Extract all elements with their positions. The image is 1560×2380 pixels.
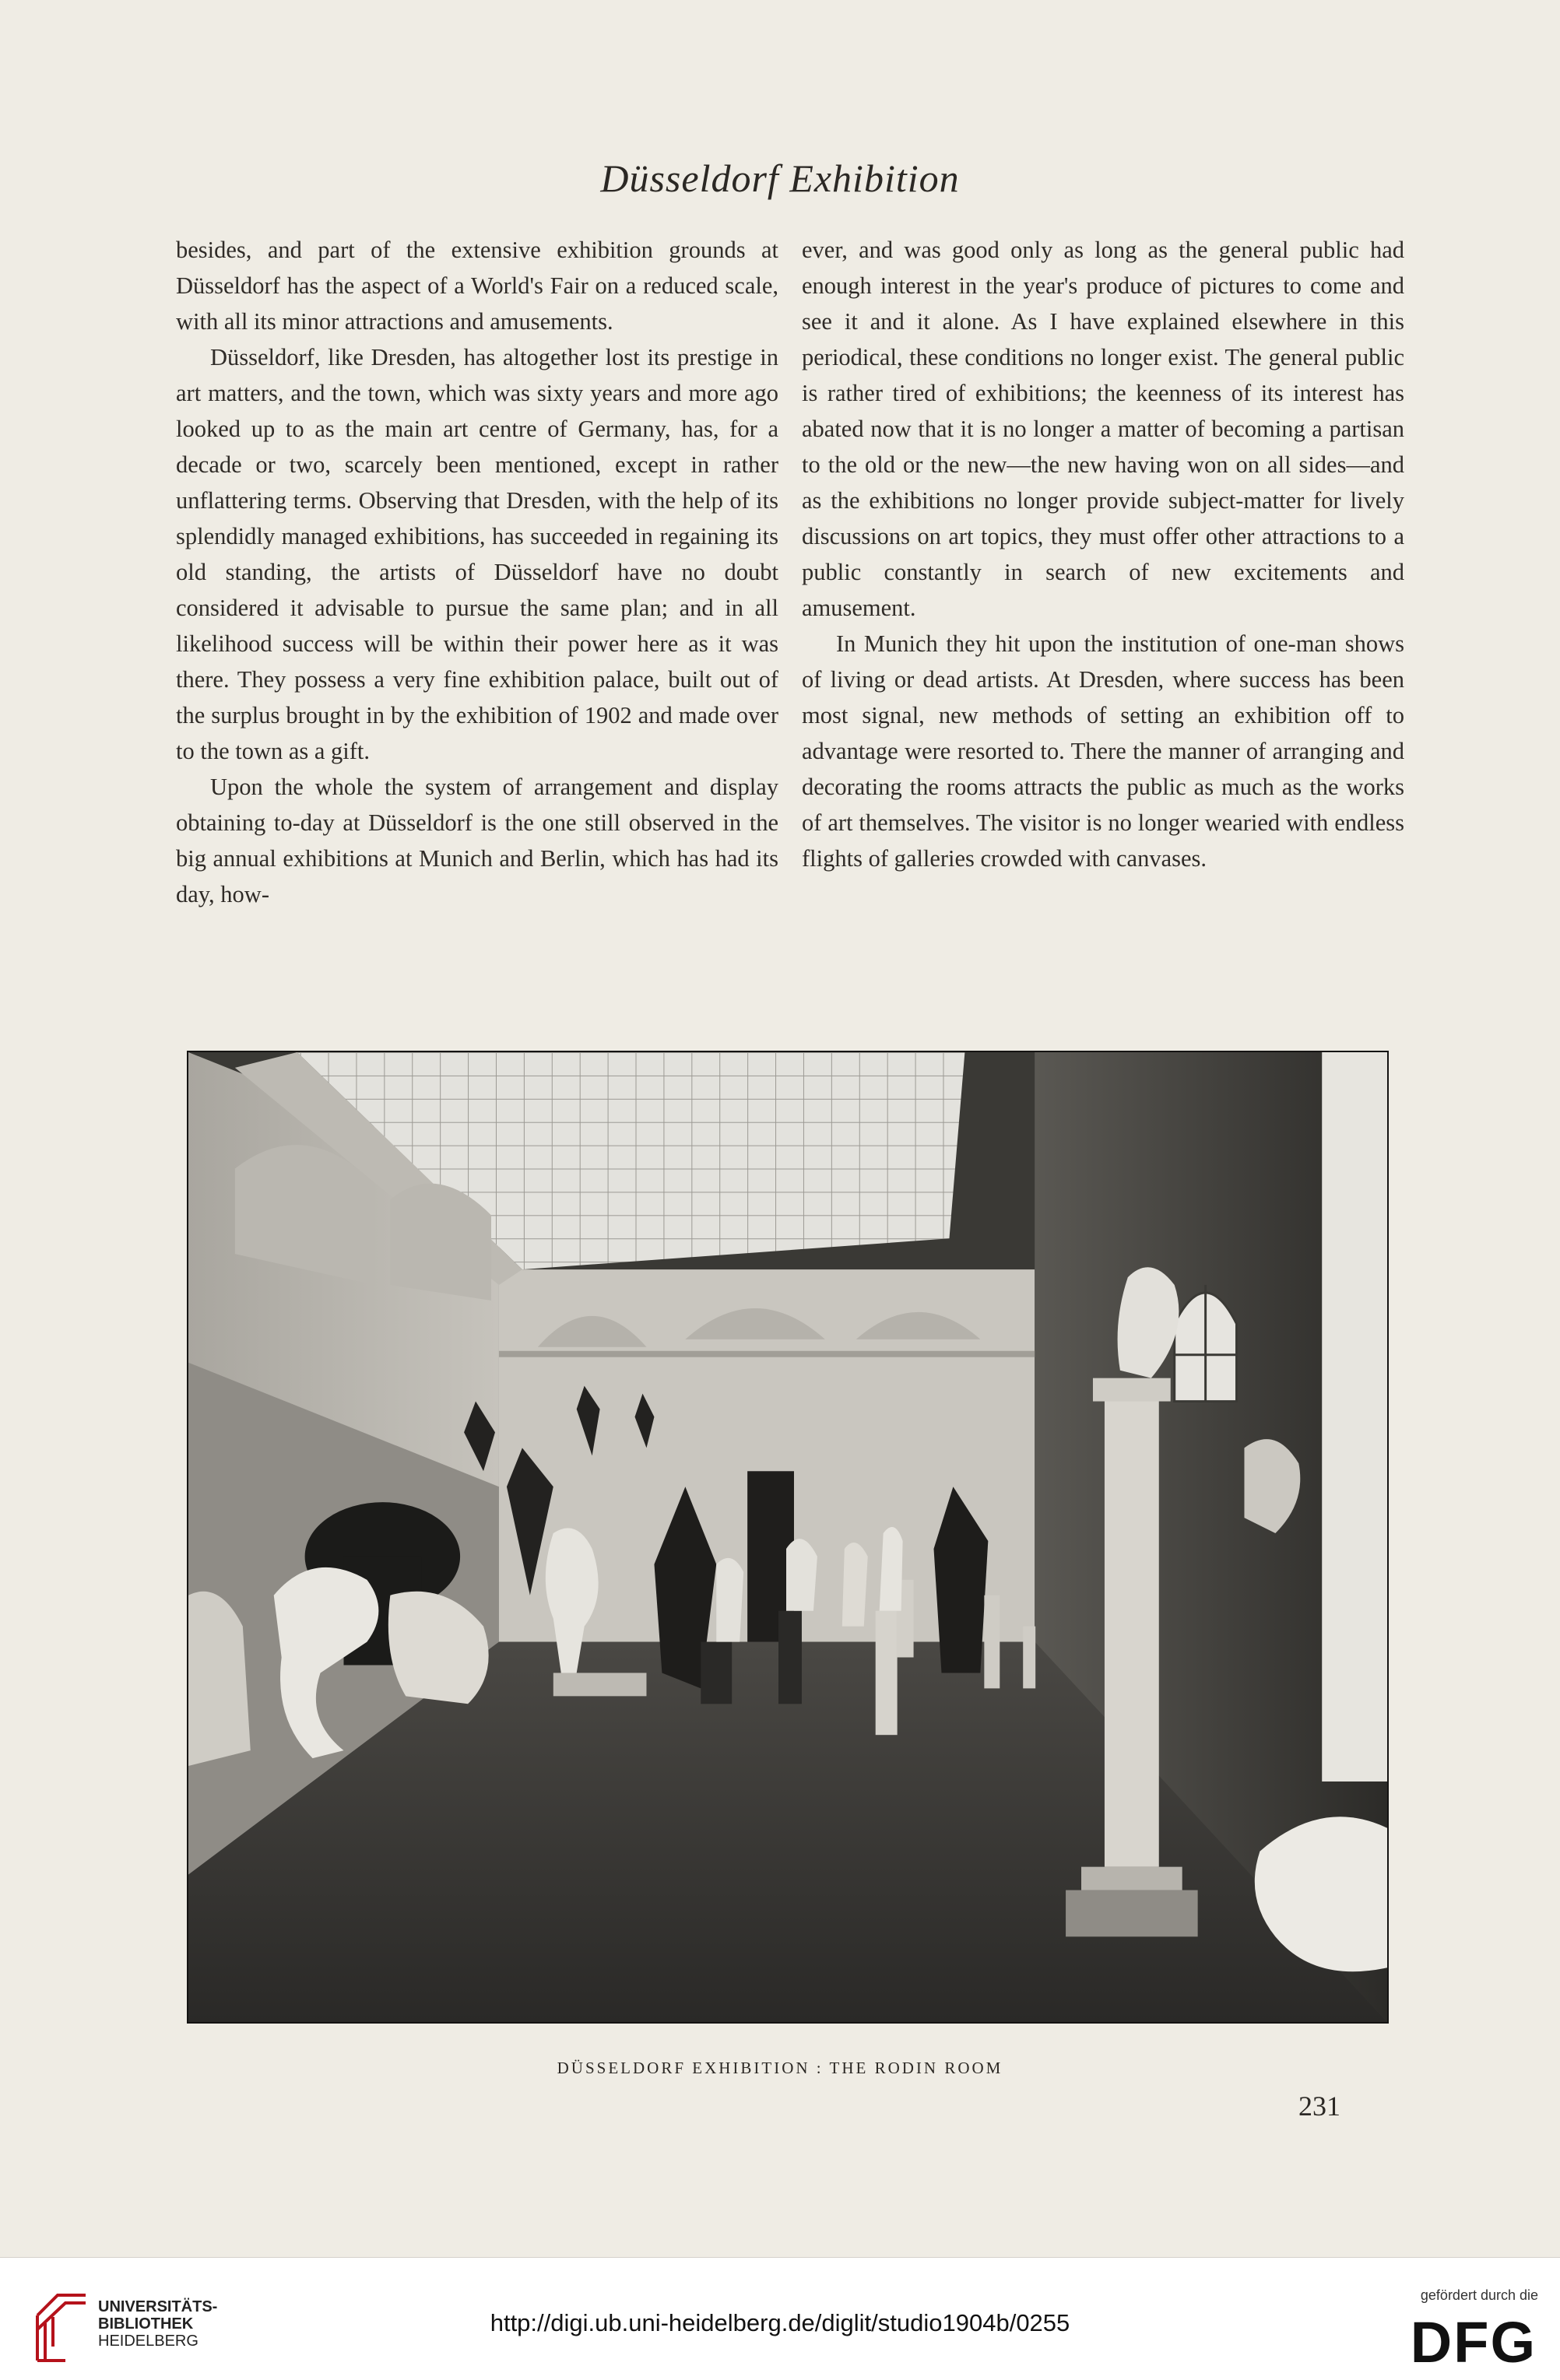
dfg-logo: DFG (1410, 2310, 1537, 2375)
figure-caption: DÜSSELDORF EXHIBITION : THE RODIN ROOM (557, 2059, 1003, 2077)
funded-by-label: gefördert durch die (1420, 2287, 1538, 2303)
digitization-footer (0, 2257, 1560, 2380)
right-text-column (802, 232, 1404, 876)
library-name-line: BIBLIOTHEK (98, 2315, 194, 2333)
library-name-line: HEIDELBERG (98, 2333, 199, 2350)
paragraph: besides, and part of the extensive exhibition grounds at Düsseldorf has the aspect of a World's Fair on a reduced scale, with all its minor attractions and amusements. (176, 237, 778, 335)
page-number: 231 (1298, 2090, 1340, 2122)
gallery-photograph (187, 1051, 1389, 2024)
library-name-line: UNIVERSITÄTS- (98, 2298, 218, 2315)
paragraph: In Munich they hit upon the institution of one-man shows of living or dead artists. At Dresden, where success has been most signal, new methods of setting an exhibition off to advantage were resorted to. There the manner of arranging and decorating the rooms attracts the public as much as the works of art themselves. The visitor is no longer wearied with endless flights of galleries crowded with canvases. (802, 630, 1404, 872)
source-url-link[interactable]: http://digi.ub.uni-heidelberg.de/diglit/studio1904b/0255 (490, 2309, 1070, 2336)
paragraph: ever, and was good only as long as the general public had enough interest in the year's produce of pictures to come and see it and it alone. As I have explained elsewhere in this periodical, these conditions no longer exist. The general public is rather tired of exhibitions; the keenness of its interest has abated now that it is no longer a matter of becoming a partisan to the old or the new—the new having won on all sides—and as the exhibitions no longer provide subject-matter for lively discussions on art topics, they must offer other attractions to a public constantly in search of new excitements and amusement. (802, 237, 1404, 621)
running-head: Düsseldorf Exhibition (600, 156, 960, 200)
paragraph: Upon the whole the system of arrangement and display obtaining to-day at Düsseldorf is the one still observed in the big annual exhibitions at Munich and Berlin, which has had its day, how- (176, 774, 778, 907)
paragraph: Düsseldorf, like Dresden, has altogether lost its prestige in art matters, and the town, which was sixty years and more ago looked up to as the main art centre of Germany, has, for a decade or two, scarcely been mentioned, except in rather unflattering terms. Observing that Dresden, with the help of its splendidly managed exhibitions, has succeeded in regaining its old standing, the artists of Düsseldorf have no doubt considered it advisable to pursue the same plan; and in all likelihood success will be within their power here as it was there. They possess a very fine exhibition palace, built out of the surplus brought in by the exhibition of 1902 and made over to the town as a gift. (176, 344, 778, 764)
left-text-column (176, 232, 778, 912)
